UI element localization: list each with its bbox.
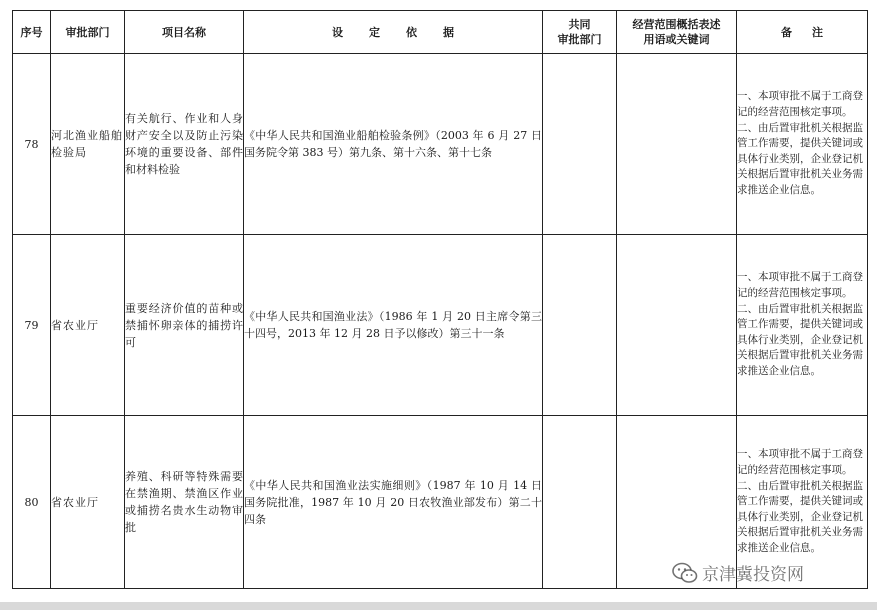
- row-dept: 省农业厅: [51, 235, 125, 416]
- row-basis: 《中华人民共和国渔业船舶检验条例》（2003 年 6 月 27 日国务院令第 383 号）第九条、第十六条、第十七条: [244, 54, 543, 235]
- watermark: [672, 560, 804, 585]
- header-joint: [543, 11, 617, 54]
- header-scope-line2: 用语或关键词: [643, 33, 710, 46]
- header-basis-label: 设定依据: [332, 25, 480, 39]
- bottom-bar: [0, 602, 877, 610]
- approval-table: [12, 10, 868, 589]
- header-scope: [617, 11, 737, 54]
- row-seq: 78: [13, 54, 51, 235]
- table-row: [13, 54, 868, 235]
- header-note-label: 备注: [781, 25, 843, 39]
- row-joint: [543, 54, 617, 235]
- header-joint-line2: 审批部门: [557, 33, 602, 46]
- row-basis: 《中华人民共和国渔业法》（1986 年 1 月 20 日主席令第三十四号，2013 年 12 月 28 日予以修改）第三十一条: [244, 235, 543, 416]
- row-note: 一、本项审批不属于工商登记的经营范围核定事项。二、由后置审批机关根据监管工作需要，提供关键词或具体行业类别，企业登记机关根据后置审批机关业务需求推送企业信息。: [737, 54, 868, 235]
- row-scope: [617, 235, 737, 416]
- row-dept: 河北渔业船舶检验局: [51, 54, 125, 235]
- header-name: 项目名称: [125, 11, 244, 54]
- row-scope: [617, 54, 737, 235]
- row-name: 重要经济价值的苗种或禁捕怀卵亲体的捕捞许可: [125, 235, 244, 416]
- header-dept: 审批部门: [51, 11, 125, 54]
- header-scope-line1: 经营范围概括表述: [632, 18, 721, 31]
- header-joint-line1: 共同: [568, 18, 591, 31]
- row-joint: [543, 235, 617, 416]
- row-note: 一、本项审批不属于工商登记的经营范围核定事项。二、由后置审批机关根据监管工作需要，提供关键词或具体行业类别，企业登记机关根据后置审批机关业务需求推送企业信息。: [737, 235, 868, 416]
- row-seq: 80: [13, 416, 51, 589]
- row-dept: 省农业厅: [51, 416, 125, 589]
- row-seq: 79: [13, 235, 51, 416]
- header-note: [737, 11, 868, 54]
- header-basis: [244, 11, 543, 54]
- table-row: [13, 235, 868, 416]
- row-name: 养殖、科研等特殊需要在禁渔期、禁渔区作业或捕捞名贵水生动物审批: [125, 416, 244, 589]
- wechat-icon: [672, 562, 698, 584]
- table-header-row: [13, 11, 868, 54]
- row-note: 一、本项审批不属于工商登记的经营范围核定事项。二、由后置审批机关根据监管工作需要，提供关键词或具体行业类别，企业登记机关根据后置审批机关业务需求推送企业信息。: [737, 416, 868, 589]
- row-name: 有关航行、作业和人身财产安全以及防止污染环境的重要设备、部件和材料检验: [125, 54, 244, 235]
- row-basis: 《中华人民共和国渔业法实施细则》（1987 年 10 月 14 日国务院批准，1987 年 10 月 20 日农牧渔业部发布）第二十四条: [244, 416, 543, 589]
- watermark-text: 京津冀投资网: [702, 565, 804, 585]
- header-seq: 序号: [13, 11, 51, 54]
- row-joint: [543, 416, 617, 589]
